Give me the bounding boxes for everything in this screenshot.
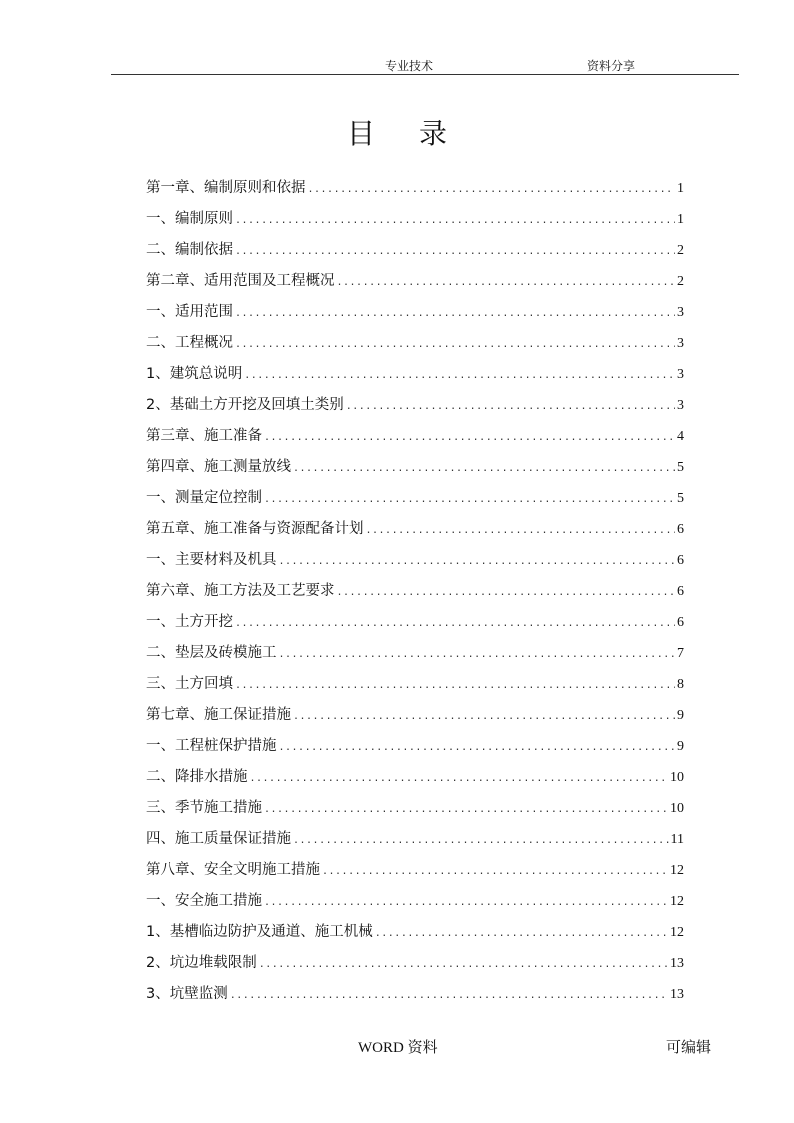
toc-page-number: 6 <box>677 553 684 568</box>
toc-entry[interactable] <box>146 755 684 786</box>
toc-entry[interactable] <box>146 383 684 414</box>
toc-page-number: 12 <box>670 894 684 909</box>
toc-page-number: 10 <box>670 801 684 816</box>
toc-entry[interactable] <box>146 321 684 352</box>
toc-page-number: 12 <box>670 863 684 878</box>
toc-entry[interactable] <box>146 724 684 755</box>
page-title: 目录 <box>346 117 491 150</box>
toc-entry[interactable] <box>146 693 684 724</box>
toc-page-number: 13 <box>670 956 684 971</box>
toc-page-number: 3 <box>677 367 684 382</box>
toc-page-number: 5 <box>677 491 684 506</box>
toc-entry[interactable] <box>146 352 684 383</box>
toc-entry[interactable] <box>146 662 684 693</box>
header-left-text: 专业技术 <box>385 59 434 73</box>
toc-entry-title: 第二章、适用范围及工程概况 <box>146 273 335 289</box>
toc-entry-title: 1、建筑总说明 <box>146 366 243 382</box>
toc-entry-title: 二、降排水措施 <box>146 769 248 785</box>
toc-entry[interactable] <box>146 786 684 817</box>
toc-page-number: 8 <box>677 677 684 692</box>
toc-leader-dots <box>293 463 675 474</box>
toc-leader-dots <box>375 928 668 939</box>
header-right-text: 资料分享 <box>587 59 636 73</box>
toc-leader-dots <box>264 432 675 443</box>
footer-right-text: 可编辑 <box>666 1038 712 1056</box>
toc-entry-title: 3、坑壁监测 <box>146 986 228 1002</box>
toc-entry[interactable] <box>146 972 684 1003</box>
toc-leader-dots <box>235 308 675 319</box>
toc-page-number: 9 <box>677 708 684 723</box>
toc-entry-title: 二、编制依据 <box>146 242 233 258</box>
toc-entry-title: 第六章、施工方法及工艺要求 <box>146 583 335 599</box>
toc-page-number: 7 <box>677 646 684 661</box>
toc-leader-dots <box>279 649 676 660</box>
toc-entry-title: 第八章、安全文明施工措施 <box>146 862 320 878</box>
toc-leader-dots <box>235 246 675 257</box>
toc-entry[interactable] <box>146 817 684 848</box>
toc-leader-dots <box>279 556 676 567</box>
toc-entry[interactable] <box>146 569 684 600</box>
toc-entry[interactable] <box>146 259 684 290</box>
page-header <box>111 56 739 75</box>
toc-leader-dots <box>293 835 669 846</box>
toc-entry-title: 一、安全施工措施 <box>146 893 262 909</box>
toc-entry-title: 二、工程概况 <box>146 335 233 351</box>
toc-entry[interactable] <box>146 910 684 941</box>
toc-entry[interactable] <box>146 941 684 972</box>
toc-leader-dots <box>235 215 675 226</box>
toc-entry-title: 三、季节施工措施 <box>146 800 262 816</box>
toc-page-number: 3 <box>677 305 684 320</box>
toc-page-number: 9 <box>677 739 684 754</box>
toc-entry[interactable] <box>146 600 684 631</box>
toc-page-number: 2 <box>677 274 684 289</box>
toc-page-number: 13 <box>670 987 684 1002</box>
toc-entry-title: 一、测量定位控制 <box>146 490 262 506</box>
toc-entry-title: 1、基槽临边防护及通道、施工机械 <box>146 924 373 940</box>
toc-page-number: 2 <box>677 243 684 258</box>
toc-leader-dots <box>322 866 668 877</box>
footer-left-text: WORD 资料 <box>358 1040 438 1056</box>
toc-entry[interactable] <box>146 166 684 197</box>
toc-entry-title: 二、垫层及砖模施工 <box>146 645 277 661</box>
toc-leader-dots <box>235 618 675 629</box>
toc-page-number: 1 <box>677 212 684 227</box>
toc-entry-title: 一、主要材料及机具 <box>146 552 277 568</box>
toc-leader-dots <box>250 773 669 784</box>
toc-entry[interactable] <box>146 290 684 321</box>
toc-entry[interactable] <box>146 197 684 228</box>
toc-entry-title: 一、土方开挖 <box>146 614 233 630</box>
toc-page-number: 3 <box>677 398 684 413</box>
toc-entry-title: 一、工程桩保护措施 <box>146 738 277 754</box>
toc-entry-title: 第五章、施工准备与资源配备计划 <box>146 521 364 537</box>
toc-entry-title: 2、坑边堆载限制 <box>146 955 257 971</box>
toc-entry-title: 2、基础土方开挖及回填土类别 <box>146 397 344 413</box>
toc-entry-title: 三、土方回填 <box>146 676 233 692</box>
toc-leader-dots <box>337 277 676 288</box>
toc-page-number: 1 <box>677 181 684 196</box>
toc-entry[interactable] <box>146 848 684 879</box>
toc-entry[interactable] <box>146 414 684 445</box>
toc-page-number: 4 <box>677 429 684 444</box>
toc-leader-dots <box>244 370 675 381</box>
toc-leader-dots <box>264 897 668 908</box>
toc-entry-title: 一、编制原则 <box>146 211 233 227</box>
toc-page-number: 6 <box>677 584 684 599</box>
toc-entry-title: 第三章、施工准备 <box>146 428 262 444</box>
table-of-contents <box>146 166 684 1003</box>
toc-entry-title: 第一章、编制原则和依据 <box>146 180 306 196</box>
toc-leader-dots <box>293 711 675 722</box>
toc-entry[interactable] <box>146 631 684 662</box>
toc-entry-title: 一、适用范围 <box>146 304 233 320</box>
toc-entry[interactable] <box>146 538 684 569</box>
toc-leader-dots <box>308 184 676 195</box>
toc-leader-dots <box>259 959 668 970</box>
toc-page-number: 3 <box>677 336 684 351</box>
toc-leader-dots <box>235 339 675 350</box>
toc-page-number: 5 <box>677 460 684 475</box>
toc-page-number: 10 <box>670 770 684 785</box>
toc-leader-dots <box>264 804 668 815</box>
toc-entry[interactable] <box>146 445 684 476</box>
toc-page-number: 12 <box>670 925 684 940</box>
toc-leader-dots <box>264 494 675 505</box>
toc-leader-dots <box>235 680 675 691</box>
toc-entry[interactable] <box>146 879 684 910</box>
toc-leader-dots <box>346 401 675 412</box>
toc-entry-title: 第七章、施工保证措施 <box>146 707 291 723</box>
toc-leader-dots <box>366 525 676 536</box>
toc-page-number: 11 <box>670 832 684 847</box>
toc-leader-dots <box>279 742 676 753</box>
toc-leader-dots <box>337 587 676 598</box>
toc-page-number: 6 <box>677 522 684 537</box>
toc-leader-dots <box>230 990 668 1001</box>
toc-entry[interactable] <box>146 228 684 259</box>
toc-entry[interactable] <box>146 476 684 507</box>
toc-entry-title: 第四章、施工测量放线 <box>146 459 291 475</box>
toc-entry-title: 四、施工质量保证措施 <box>146 831 291 847</box>
toc-page-number: 6 <box>677 615 684 630</box>
toc-entry[interactable] <box>146 507 684 538</box>
